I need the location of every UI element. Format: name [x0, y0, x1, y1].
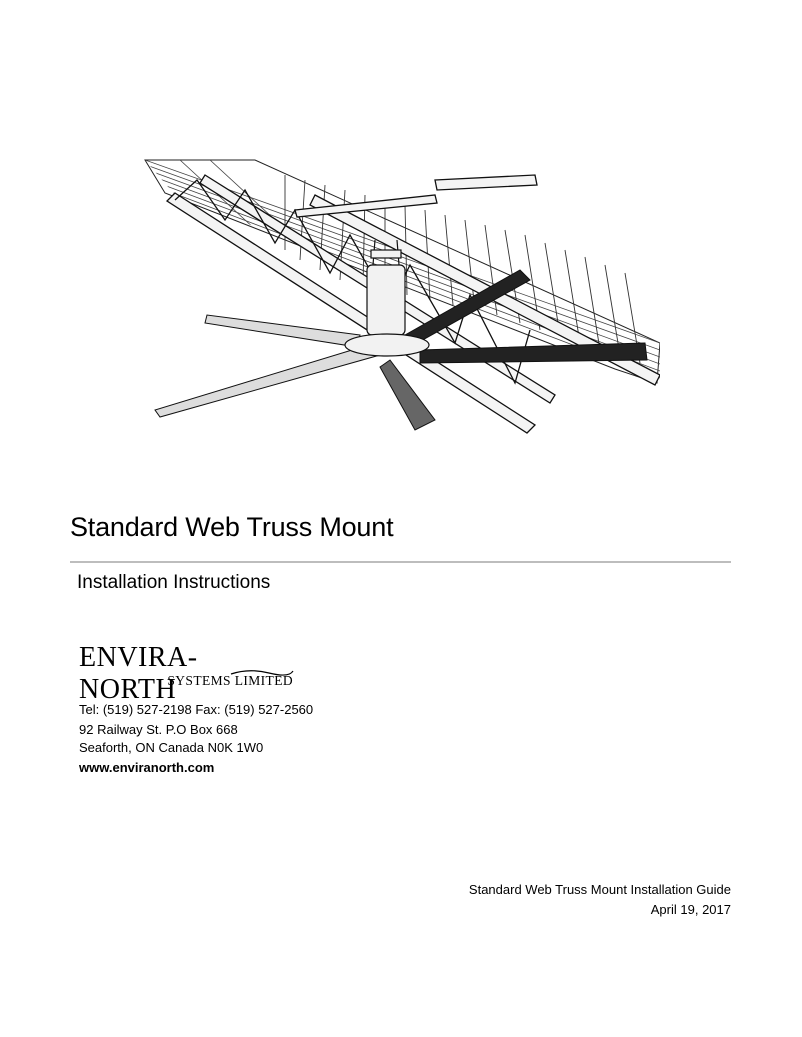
- fan-truss-illustration: [135, 155, 660, 445]
- logo-swoosh-icon: [229, 668, 295, 678]
- logo-brand-text: ENVIRA-NORTH: [79, 642, 198, 705]
- contact-website[interactable]: www.enviranorth.com: [79, 760, 215, 775]
- page-subtitle: Installation Instructions: [77, 572, 271, 593]
- title-divider: [70, 561, 731, 563]
- contact-phone: Tel: (519) 527-2198 Fax: (519) 527-2560: [79, 702, 314, 717]
- company-logo: [79, 642, 293, 705]
- footer-guide-name: Standard Web Truss Mount Installation Guide: [468, 882, 731, 897]
- logo-tagline: SYSTEMS LIMITED: [167, 673, 293, 688]
- footer-date: April 19, 2017: [650, 902, 731, 917]
- page-title: Standard Web Truss Mount: [70, 512, 394, 542]
- contact-address: 92 Railway St. P.O Box 668: [79, 722, 238, 737]
- contact-city: Seaforth, ON Canada N0K 1W0: [79, 740, 264, 755]
